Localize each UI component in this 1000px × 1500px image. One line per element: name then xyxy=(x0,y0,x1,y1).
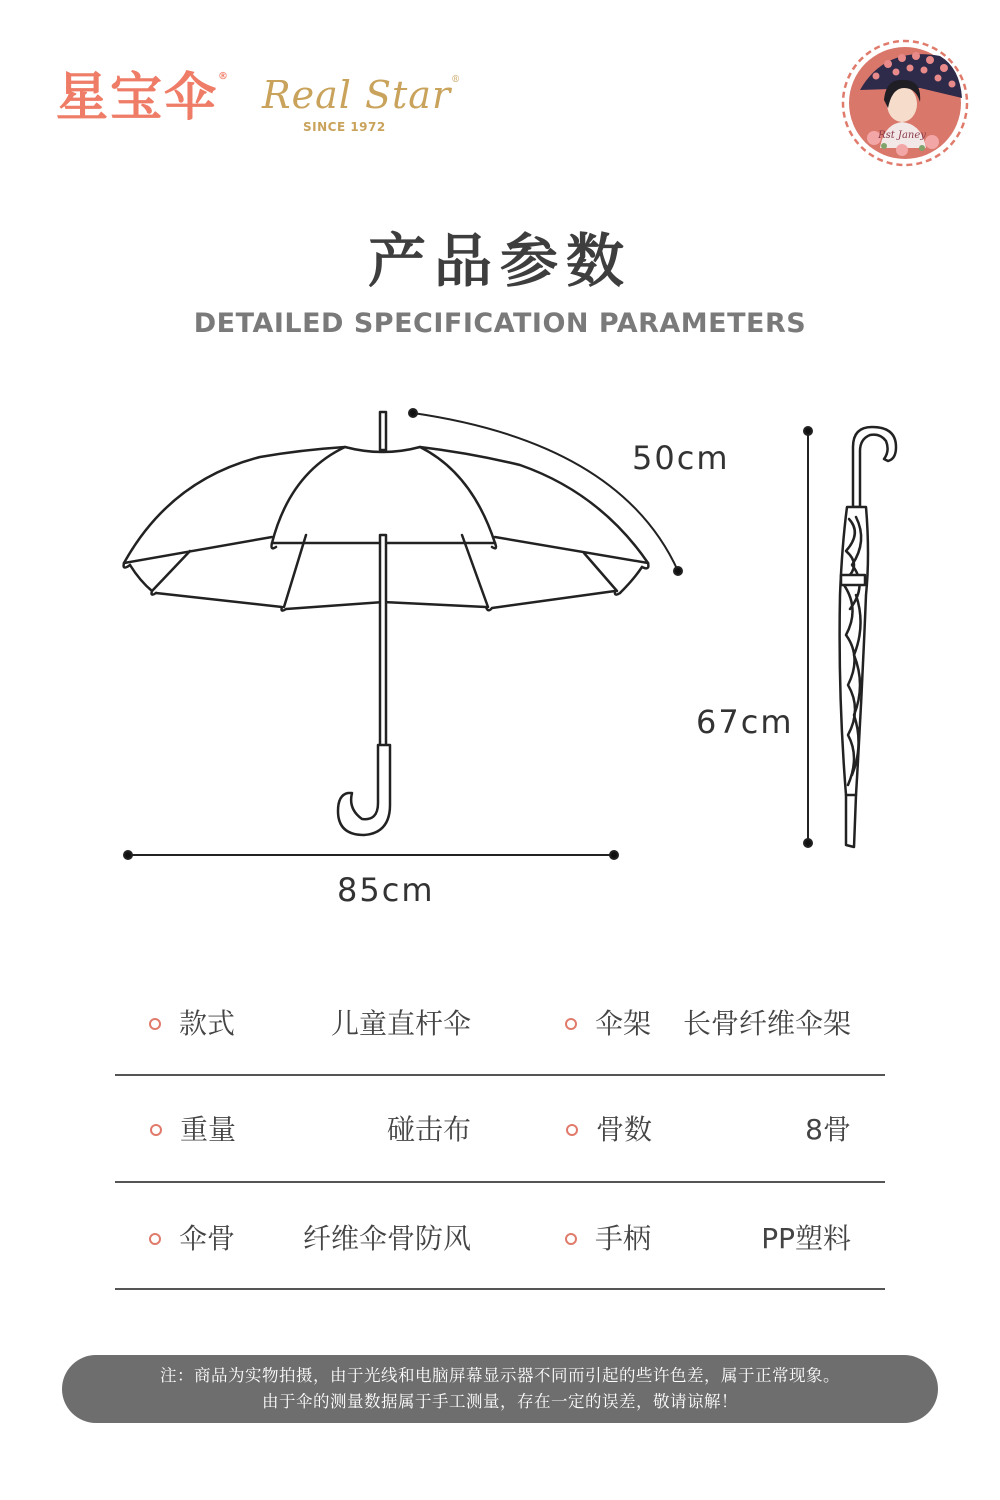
open-diameter-label: 85cm xyxy=(337,871,435,909)
page-subtitle: DETAILED SPECIFICATION PARAMETERS xyxy=(193,308,807,339)
spec-value-weight: 碰击布 xyxy=(386,1113,471,1146)
folded-length-bottom-dot xyxy=(804,839,812,847)
disclaimer-note xyxy=(62,1355,938,1423)
spec-value-style: 儿童直杆伞 xyxy=(330,1007,471,1040)
disclaimer-line-1: 注：商品为实物拍摄，由于光线和电脑屏幕显示器不同而引起的些许色差，属于正常现象。 xyxy=(160,1366,840,1385)
spec-label-ribs: 伞骨 xyxy=(179,1222,236,1255)
bullet-icon xyxy=(565,1233,577,1245)
bullet-icon xyxy=(149,1233,161,1245)
row-divider xyxy=(115,1181,885,1183)
folded-length-top-dot xyxy=(804,427,812,435)
spec-value-handle: PP塑料 xyxy=(761,1222,851,1255)
folded-umbrella-drawing xyxy=(840,427,896,847)
spec-label-style: 款式 xyxy=(179,1007,236,1040)
bullet-icon xyxy=(150,1124,162,1136)
rib-length-line xyxy=(413,413,678,571)
bullet-icon xyxy=(565,1018,577,1030)
brand-logo-cn: 星宝伞® xyxy=(56,68,231,128)
open-diameter-left-dot xyxy=(124,851,132,859)
brand-logo-en: Real Star® xyxy=(262,73,462,117)
rib-length-label: 50cm xyxy=(632,439,730,477)
page-title: 产品参数 xyxy=(367,227,632,295)
row-divider xyxy=(115,1074,885,1076)
spec-value-rib-count: 8骨 xyxy=(805,1113,851,1146)
spec-label-rib-count: 骨数 xyxy=(596,1113,653,1146)
open-umbrella-drawing xyxy=(124,412,649,835)
spec-label-frame: 伞架 xyxy=(595,1007,652,1040)
brand-badge-portrait xyxy=(840,38,970,168)
spec-value-frame: 长骨纤维伞架 xyxy=(682,1007,851,1040)
spec-label-handle: 手柄 xyxy=(595,1222,652,1255)
folded-length-label: 67cm xyxy=(696,703,794,741)
open-diameter-right-dot xyxy=(610,851,618,859)
row-divider xyxy=(115,1288,885,1290)
badge-signature: Rst Janey xyxy=(878,130,926,141)
disclaimer-line-2: 由于伞的测量数据属于手工测量，存在一定的误差，敬请谅解！ xyxy=(262,1392,738,1411)
brand-since: SINCE 1972 xyxy=(303,120,386,134)
umbrella-diagram xyxy=(0,395,1000,865)
rib-length-start-dot xyxy=(409,409,417,417)
bullet-icon xyxy=(149,1018,161,1030)
spec-value-ribs: 纤维伞骨防风 xyxy=(302,1222,471,1255)
rib-length-end-dot xyxy=(674,567,682,575)
spec-label-weight: 重量 xyxy=(180,1113,237,1146)
bullet-icon xyxy=(566,1124,578,1136)
